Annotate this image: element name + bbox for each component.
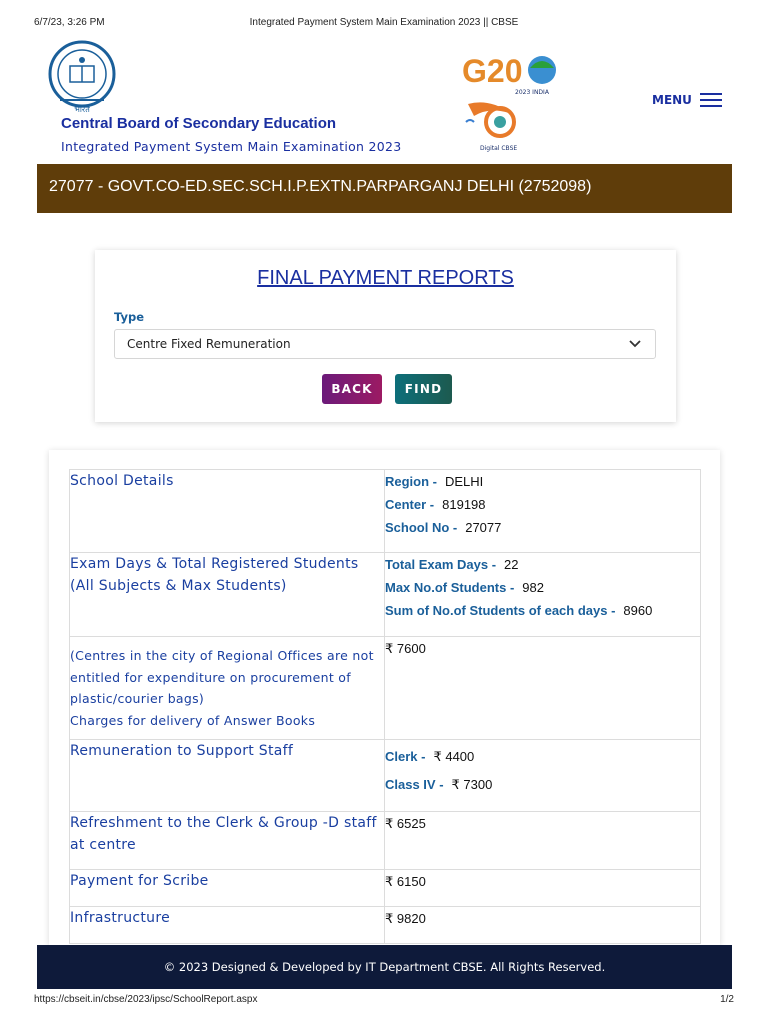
menu-button[interactable] <box>652 89 722 111</box>
sum-students-value: 8960 <box>623 603 653 618</box>
table-row-support-staff <box>70 740 701 812</box>
type-selected-value: Centre Fixed Remuneration <box>127 337 291 351</box>
hamburger-icon <box>700 89 722 111</box>
print-datetime: 6/7/23, 3:26 PM <box>34 17 105 28</box>
delivery-title: Charges for delivery of Answer Books <box>70 712 316 728</box>
exam-days-label: Exam Days & Total Registered Students (All Subjects & Max Students) <box>70 553 385 637</box>
school-title-bar: 27077 - GOVT.CO-ED.SEC.SCH.I.P.EXTN.PARPARGANJ DELHI (2752098) <box>37 164 732 213</box>
school-no-key: School No - <box>385 520 458 535</box>
refreshment-label: Refreshment to the Clerk & Group -D staff at centre <box>70 812 385 870</box>
delivery-note: (Centres in the city of Regional Offices are not entitled for expenditure on procurement of plastic/courier bags) <box>70 648 374 706</box>
type-select[interactable] <box>114 329 656 359</box>
details-card <box>49 450 720 945</box>
support-staff-values <box>385 740 701 812</box>
print-title: Integrated Payment System Main Examination 2023 || CBSE <box>249 17 519 28</box>
center-value: 819198 <box>442 497 486 512</box>
print-header <box>0 17 768 31</box>
delivery-label <box>70 637 385 740</box>
logo-motto: भारत <box>74 105 90 114</box>
exam-name: Integrated Payment System Main Examination 2023 <box>61 139 402 154</box>
table-row-delivery <box>70 637 701 740</box>
cbse-75-logo-icon <box>460 96 520 154</box>
school-no-value: 27077 <box>465 520 502 535</box>
delivery-value: ₹ 7600 <box>385 637 701 740</box>
support-staff-label: Remuneration to Support Staff <box>70 740 385 812</box>
exam-days-values <box>385 553 701 637</box>
total-days-key: Total Exam Days - <box>385 557 497 572</box>
cbse-logo-icon <box>46 40 118 114</box>
refreshment-value: ₹ 6525 <box>385 812 701 870</box>
scribe-value: ₹ 6150 <box>385 870 701 907</box>
svg-text:Digital CBSE: Digital CBSE <box>480 145 518 152</box>
menu-label: MENU <box>652 93 692 107</box>
report-title: FINAL PAYMENT REPORTS <box>257 267 514 289</box>
center-key: Center - <box>385 497 435 512</box>
details-table <box>69 469 701 944</box>
table-row-exam-days <box>70 553 701 637</box>
sum-students-key: Sum of No.of Students of each days - <box>385 603 616 618</box>
table-row-scribe <box>70 870 701 907</box>
table-row-school <box>70 470 701 553</box>
table-row-infrastructure <box>70 907 701 944</box>
class4-key: Class IV - <box>385 777 444 792</box>
g20-logo-icon <box>460 48 564 96</box>
school-details-label: School Details <box>70 470 385 553</box>
clerk-value: ₹ 4400 <box>433 749 475 764</box>
table-row-refreshment <box>70 812 701 870</box>
type-label: Type <box>114 310 145 324</box>
region-key: Region - <box>385 474 437 489</box>
g20-logo-text: G20 <box>462 53 523 89</box>
school-details-values <box>385 470 701 553</box>
class4-value: ₹ 7300 <box>451 777 493 792</box>
chevron-down-icon <box>629 339 641 349</box>
infrastructure-value: ₹ 9820 <box>385 907 701 944</box>
total-days-value: 22 <box>504 557 519 572</box>
clerk-key: Clerk - <box>385 749 426 764</box>
scribe-label: Payment for Scribe <box>70 870 385 907</box>
board-name: Central Board of Secondary Education <box>61 115 337 132</box>
page-footer: © 2023 Designed & Developed by IT Department CBSE. All Rights Reserved. <box>37 945 732 989</box>
max-students-key: Max No.of Students - <box>385 580 515 595</box>
print-url: https://cbseit.in/cbse/2023/ipsc/SchoolReport.aspx <box>34 994 258 1005</box>
report-form-card <box>95 250 676 422</box>
max-students-value: 982 <box>522 580 544 595</box>
print-page-number: 1/2 <box>720 994 734 1005</box>
find-button[interactable]: FIND <box>395 374 452 404</box>
region-value: DELHI <box>445 474 484 489</box>
back-button[interactable]: BACK <box>322 374 382 404</box>
infrastructure-label: Infrastructure <box>70 907 385 944</box>
g20-sub-text: 2023 INDIA <box>515 89 549 96</box>
